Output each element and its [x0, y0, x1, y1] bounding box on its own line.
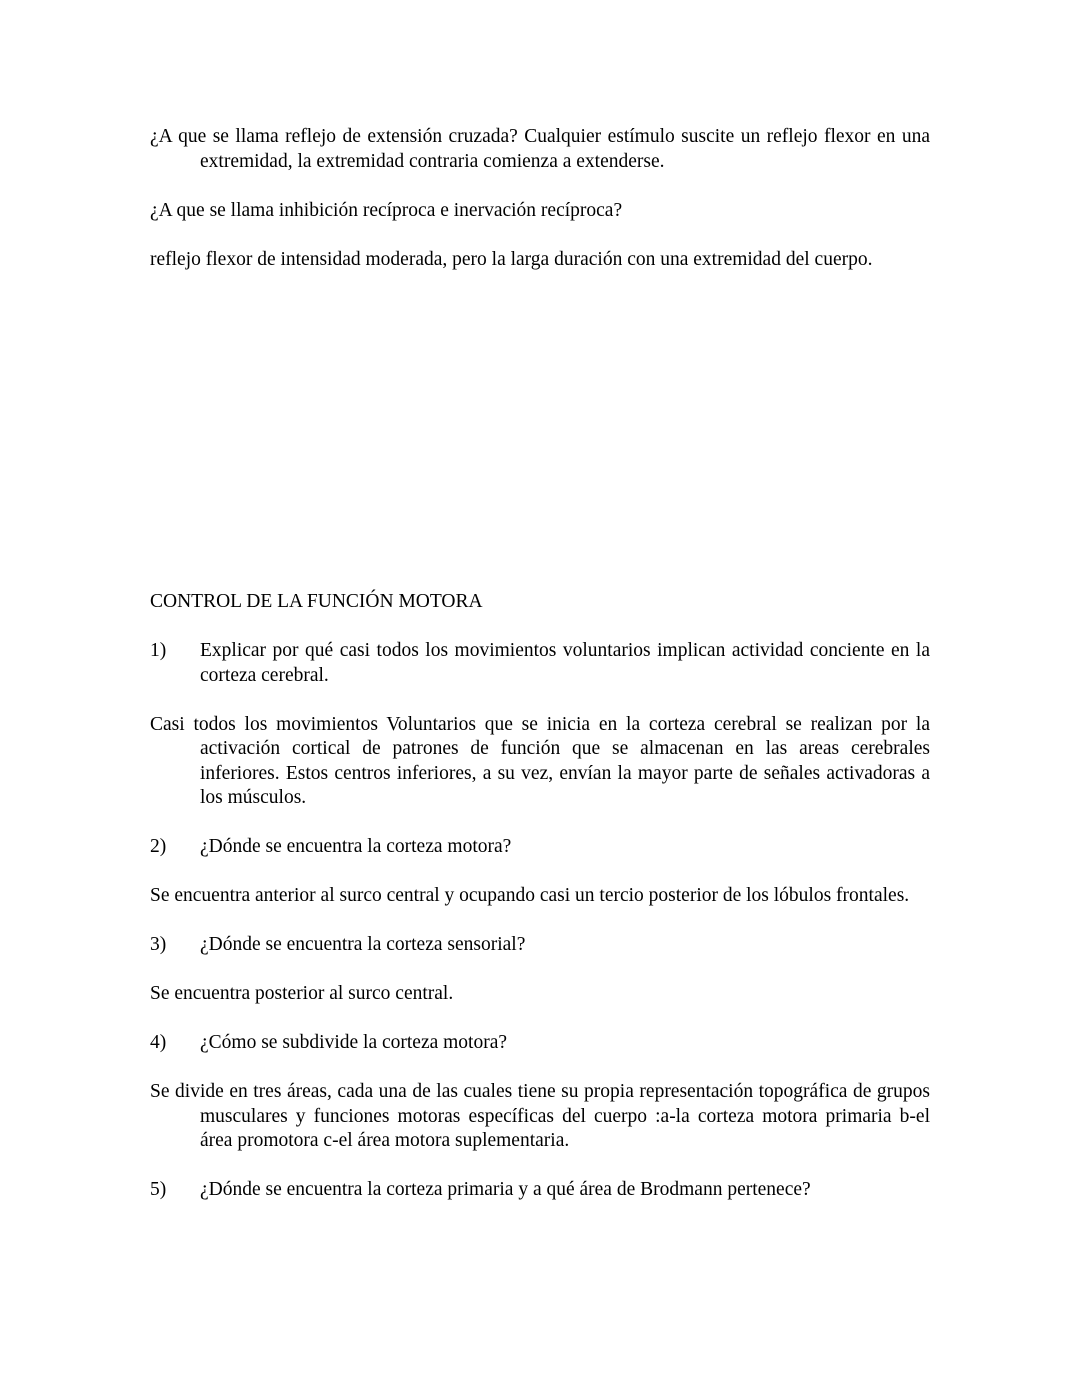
paragraph-crossed-extension: ¿A que se llama reflejo de extensión cruzada? Cualquier estímulo suscite un reflejo flexor en una extremidad, la extremidad contraria comienza a extenderse.	[150, 126, 930, 172]
answer-4: Se divide en tres áreas, cada una de las cuales tiene su propia representación topográfica de grupos musculares y funciones motoras específicas del cuerpo :a-la corteza motora primaria b-el área promotora c-el área motora suplementaria.	[150, 1081, 930, 1151]
question-number: 1)	[150, 640, 167, 661]
question-4	[150, 1031, 930, 1056]
question-1	[150, 639, 930, 688]
question-number: 5)	[150, 1179, 167, 1200]
answer-2: Se encuentra anterior al surco central y ocupando casi un tercio posterior de los lóbulos frontales.	[150, 885, 910, 906]
question-text: ¿Dónde se encuentra la corteza primaria y a qué área de Brodmann pertenece?	[200, 1179, 811, 1200]
question-text: Explicar por qué casi todos los movimientos voluntarios implican actividad conciente en la corteza cerebral.	[200, 640, 930, 686]
question-3	[150, 933, 930, 958]
question-5	[150, 1178, 930, 1203]
question-number: 4)	[150, 1032, 167, 1053]
question-number: 2)	[150, 836, 167, 857]
paragraph-reciprocal-question: ¿A que se llama inhibición recíproca e inervación recíproca?	[150, 199, 623, 221]
question-text: ¿Dónde se encuentra la corteza sensorial?	[200, 934, 526, 955]
question-number: 3)	[150, 934, 167, 955]
question-text: ¿Dónde se encuentra la corteza motora?	[200, 836, 512, 857]
answer-1: Casi todos los movimientos Voluntarios que se inicia en la corteza cerebral se realizan por la activación cortical de patrones de función que se almacenan en las areas cerebrales inferiores. Estos centros inferiores, a su vez, envían la mayor parte de señales activadoras a los músculos.	[150, 713, 930, 808]
section-title: CONTROL DE LA FUNCIÓN MOTORA	[150, 591, 483, 612]
paragraph-flexor-reflex: reflejo flexor de intensidad moderada, pero la larga duración con una extremidad del cuerpo.	[150, 248, 873, 270]
question-2	[150, 835, 930, 860]
document-page	[150, 125, 930, 1203]
question-text: ¿Cómo se subdivide la corteza motora?	[200, 1032, 508, 1053]
answer-3: Se encuentra posterior al surco central.	[150, 983, 454, 1004]
